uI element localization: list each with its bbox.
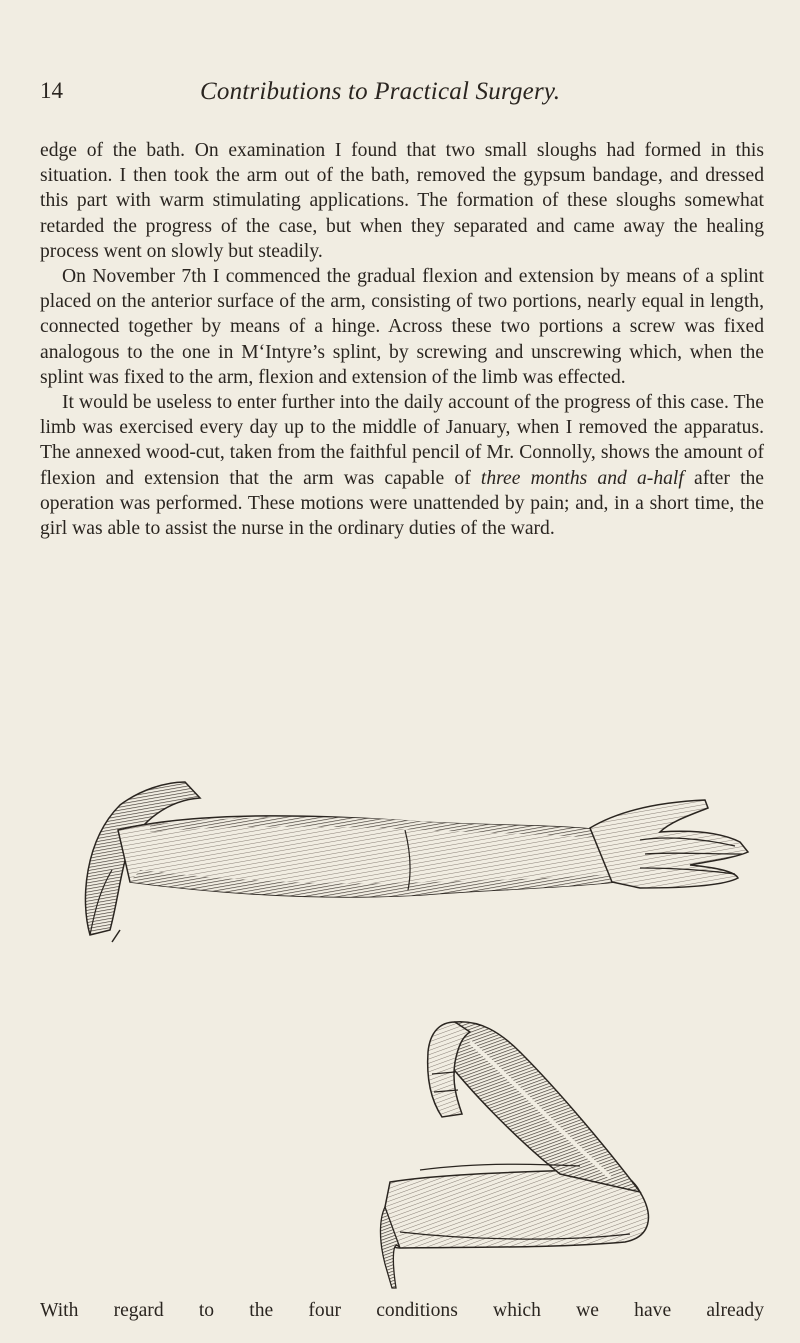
woodcut-arm-flexed xyxy=(0,1002,800,1292)
paragraph-3-text-b: after the operation was performed. These motions were unattended by pain; and, in a short time, the girl was able to assist the nurse in the ordinary duties of the ward. xyxy=(40,467,765,540)
woodcut-arm-extended xyxy=(0,770,800,945)
paragraph-1: edge of the bath. On examination I found that two small sloughs had formed in this situation. I then took the arm out of the bath, removed the gypsum bandage, and dressed this part with warm stimulating applications. The formation of these sloughs somewhat retarded the progress of the case, but when they separated and came away the healing process went on slowly but steadily. xyxy=(40,140,764,262)
page-header xyxy=(0,78,800,118)
continuation-line: With regard to the four conditions which we have already xyxy=(40,1300,764,1321)
arm-extended-illustration xyxy=(0,770,800,945)
paragraph-2: On November 7th I commenced the gradual flexion and extension by means of a splint placed on the anterior surface of the arm, consisting of two portions, nearly equal in length, connected together by means of a hinge. Across these two portions a screw was fixed analogous to the one in M‘Intyre’s splint, by screwing and unscrewing which, when the splint was fixed to the arm, flexion and extension of the limb was effected. xyxy=(40,266,764,388)
paragraph-3-text-a: It would be useless to enter further into the daily account of the progress of this case. The limb was exercised every day up to the middle of January, when I removed the apparatus. The annexed wood-cut, taken from the faithful pencil of Mr. Connolly, shows the amount of flexion and extension that the arm was capable of xyxy=(40,392,764,489)
paragraph-3 xyxy=(40,390,764,541)
arm-flexed-illustration xyxy=(0,1002,800,1292)
paragraph-3-italic: three months and a-half xyxy=(480,467,684,489)
running-title: Contributions to Practical Surgery. xyxy=(200,78,561,105)
page-number: 14 xyxy=(40,78,63,103)
body-text xyxy=(40,138,764,541)
